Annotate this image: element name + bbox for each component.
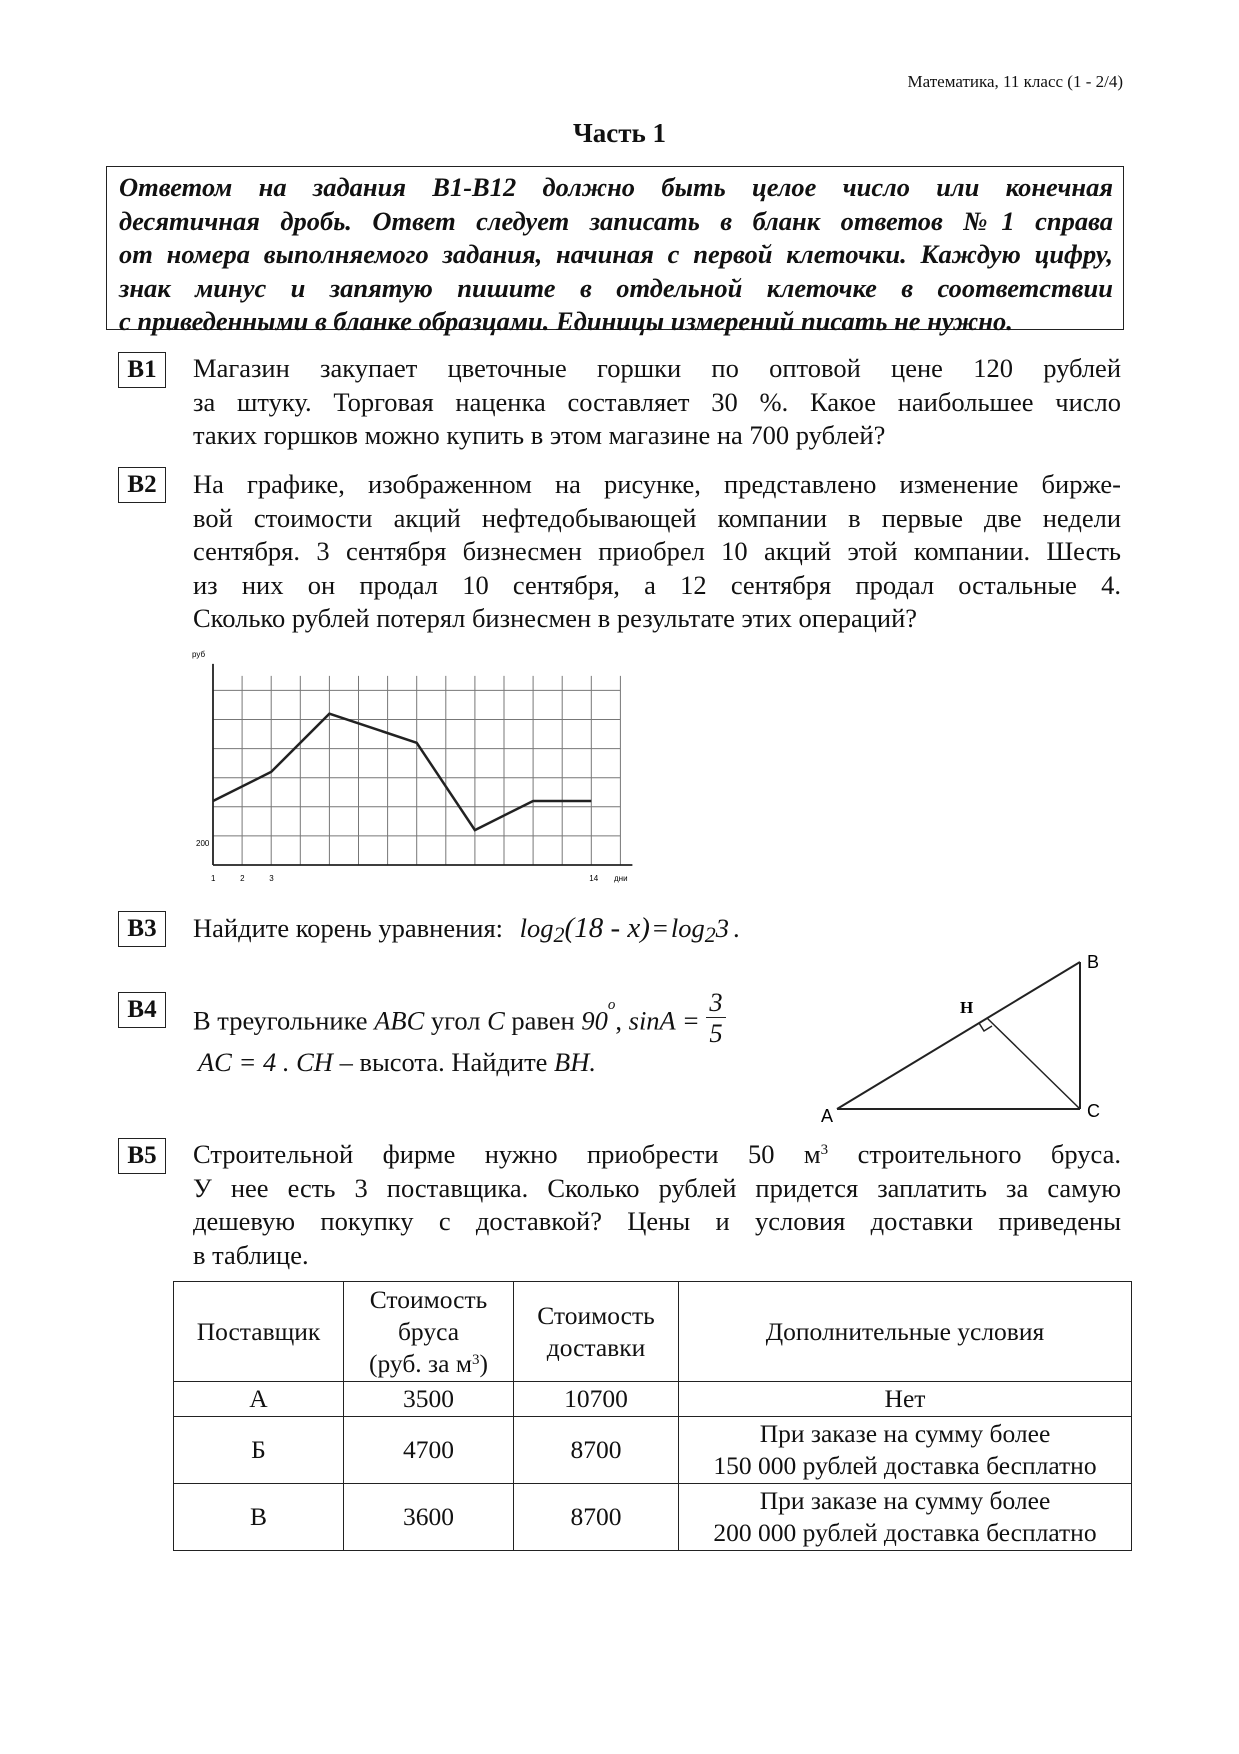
right-angle-mark — [979, 1023, 992, 1031]
b4-sin: sinA = — [628, 1005, 700, 1036]
b3-equals: = — [652, 913, 668, 943]
b5-cube: 3 — [820, 1142, 829, 1158]
b5-line: в таблице. — [193, 1239, 309, 1270]
question-label-b4: B4 — [118, 992, 166, 1028]
y-tick-label: 200 — [196, 839, 210, 848]
question-b2-text — [193, 468, 1121, 636]
b4-angle-value: 90 — [581, 1005, 608, 1036]
b3-base-right: 2 — [704, 922, 716, 947]
table-header-row — [174, 1282, 1132, 1382]
b1-line: таких горшков можно купить в этом магазине на 700 рублей? — [193, 420, 886, 450]
b5-line1-b: строительного бруса. — [857, 1139, 1121, 1169]
cell-supplier: В — [174, 1484, 344, 1551]
instruction-line: от номера выполняемого задания, начиная с первой клеточки. Каждую цифру, — [119, 239, 1113, 269]
b2-line: На графике, изображенном на рисунке, представлено изменение бирже- — [193, 469, 1121, 499]
col-header-price: Стоимость бруса (руб. за $м^3$) — [344, 1282, 514, 1382]
b2-line: из них он продал 10 сентября, а 12 сентября продал остальные 4. — [193, 569, 1121, 600]
cell-price: 3500 — [344, 1382, 514, 1417]
b4-denominator: 5 — [709, 1018, 723, 1048]
question-b3-text — [193, 912, 1121, 946]
vertex-label-h: H — [960, 998, 974, 1017]
table-row — [174, 1417, 1132, 1484]
b2-line: Сколько рублей потерял бизнесмен в результате этих операций? — [193, 603, 918, 633]
suppliers-table — [173, 1281, 1132, 1551]
vertex-label-a: A — [821, 1106, 834, 1125]
part-title: Часть 1 — [572, 118, 667, 148]
instruction-line: знак минус и запятую пишите в отдельной клеточке в соответствии — [119, 272, 1113, 303]
question-label-b3: B3 — [118, 911, 166, 947]
question-b4-text: В треугольнике ABC угол C равен 90$^o$, sinA = $\frac{3}{5}$ — [193, 993, 793, 1054]
y-axis-label: руб — [192, 650, 206, 659]
b4-angle-c: C — [487, 1005, 505, 1036]
b3-text: Найдите корень уравнения: — [193, 913, 504, 943]
b3-base-left: 2 — [553, 922, 565, 947]
vertex-label-b: B — [1087, 952, 1100, 972]
col-header-delivery: Стоимость доставки — [514, 1282, 679, 1382]
cell-delivery: 10700 — [514, 1382, 679, 1417]
instruction-line: десятичная дробь. Ответ следует записать в бланк ответов №1 справа — [119, 205, 1113, 236]
b3-log-left: log — [519, 913, 554, 943]
table-row — [174, 1382, 1132, 1417]
b4-text: – высота. Найдите — [339, 1047, 548, 1077]
question-label-b5: B5 — [118, 1138, 166, 1174]
b4-fraction — [706, 987, 725, 1048]
b4-degree: o — [607, 997, 616, 1013]
b5-line: дешевую покупку с доставкой? Цены и условия доставки приведены — [193, 1206, 1121, 1236]
instruction-line: Ответом на задания В1-В12 должно быть целое число или конечная — [119, 172, 1113, 202]
x-tick-label: 3 — [269, 874, 274, 883]
b4-numerator: 3 — [706, 987, 725, 1018]
x-tick-label: 1 — [211, 874, 216, 883]
cell-price: 3600 — [344, 1484, 514, 1551]
triangle-side-ab — [837, 962, 1080, 1109]
b5-line: У нее есть 3 поставщика. Сколько рублей придется заплатить за самую — [193, 1172, 1121, 1203]
b3-period: . — [732, 913, 740, 943]
chart-axes — [213, 664, 632, 865]
b1-line: Магазин закупает цветочные горшки по оптовой цене 120 рублей — [193, 353, 1121, 383]
table-row — [174, 1484, 1132, 1551]
b2-line: вой стоимости акций нефтедобывающей компании в первые две недели — [193, 502, 1121, 533]
b4-text: угол — [430, 1005, 481, 1036]
cell-supplier: Б — [174, 1417, 344, 1484]
price-series-line — [213, 714, 591, 830]
x-axis-label: дни — [614, 874, 628, 883]
b5-line1-a: Строительной фирме нужно приобрести 50 м — [193, 1139, 821, 1169]
triangle-figure — [815, 950, 1135, 1125]
cell-delivery: 8700 — [514, 1484, 679, 1551]
b4-bh: BH. — [554, 1047, 596, 1077]
cell-price: 4700 — [344, 1417, 514, 1484]
vertex-label-c: C — [1087, 1101, 1100, 1121]
question-b5-text — [193, 1138, 1121, 1272]
b4-triangle-abc: ABC — [374, 1005, 425, 1036]
question-label-b1: B1 — [118, 352, 166, 388]
b4-text: В треугольнике — [193, 1005, 368, 1036]
cell-conditions: Нет — [679, 1382, 1132, 1417]
col-header-conditions: Дополнительные условия — [679, 1282, 1132, 1382]
question-b4-text-line2 — [198, 1046, 798, 1080]
b3-log-right: log — [670, 913, 705, 943]
page-header: Математика, 11 класс (1 - 2/4) — [907, 72, 1123, 91]
b1-line: за штуку. Торговая наценка составляет 30 %. Какое наибольшее число — [193, 386, 1121, 417]
cell-delivery: 8700 — [514, 1417, 679, 1484]
b3-argument: (18 - x) — [564, 912, 650, 944]
instruction-line: с приведенными в бланке образцами. Единицы измерений писать не нужно. — [119, 306, 1013, 336]
cell-conditions: При заказе на сумму более 200 000 рублей доставка бесплатно — [679, 1484, 1132, 1551]
b4-ac: AC = 4 . CH — [198, 1047, 333, 1077]
x-tick-label: 2 — [240, 874, 245, 883]
cell-supplier: А — [174, 1382, 344, 1417]
x-tick-label: 14 — [589, 874, 599, 883]
cell-conditions: При заказе на сумму более 150 000 рублей доставка бесплатно — [679, 1417, 1132, 1484]
stock-price-chart — [190, 640, 640, 890]
b5-line — [193, 1138, 1121, 1172]
b3-right-value: 3 — [715, 913, 729, 943]
b4-text: равен — [511, 1005, 575, 1036]
instructions-box — [106, 166, 1124, 336]
col-header-supplier: Поставщик — [174, 1282, 344, 1382]
altitude-ch — [987, 1018, 1080, 1109]
b2-line: сентября. 3 сентября бизнесмен приобрел 10 акций этой компании. Шесть — [193, 536, 1121, 566]
question-label-b2: B2 — [118, 467, 166, 503]
question-b1-text — [193, 352, 1121, 453]
